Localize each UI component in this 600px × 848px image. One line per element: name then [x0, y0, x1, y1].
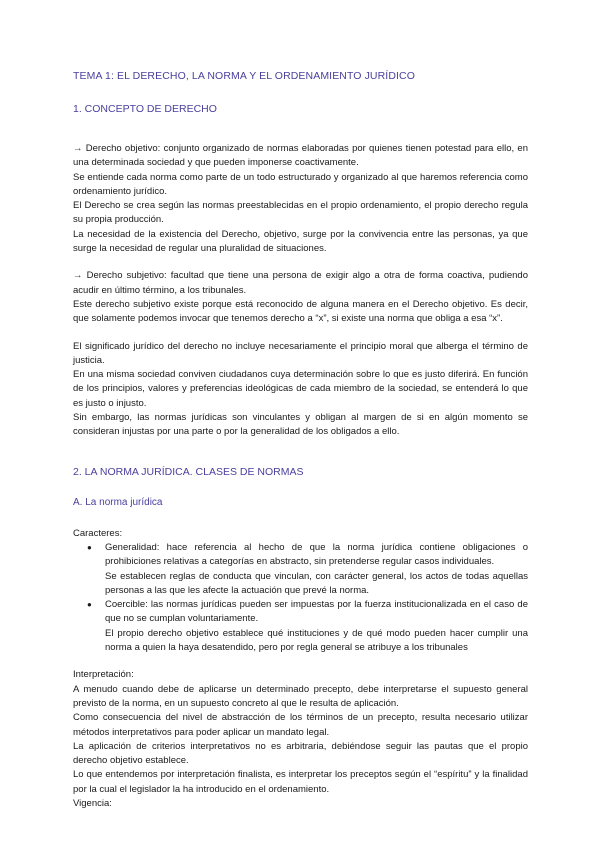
list-item-continuation	[105, 570, 528, 599]
caracteres-list	[73, 541, 528, 655]
bullet-icon: ●	[87, 600, 92, 610]
caracteres-label: Caracteres:	[73, 527, 123, 539]
list-item-text: Generalidad: hace referencia al hecho de que la norma jurídica contiene obligaciones o prohibiciones relativas a categorías en abstracto, sin pretenderse regular casos individuales.	[105, 541, 528, 568]
list-item-continuation	[105, 627, 528, 656]
bullet-icon: ●	[87, 542, 92, 552]
vigencia-label: Vigencia:	[73, 797, 112, 809]
paragraph: Como consecuencia del nivel de abstracción de los términos de un precepto, resulta necesario utilizar métodos interpretativos para poder aplicar un mandato legal.	[73, 712, 528, 738]
document-title: TEMA 1: EL DERECHO, LA NORMA Y EL ORDENAMIENTO JURÍDICO	[73, 70, 415, 82]
list-item	[87, 541, 528, 570]
paragraph: Lo que entendemos por interpretación finalista, es interpretar los preceptos según el “espíritu” y la finalidad por la cual el legislador la ha introducido en el ordenamiento.	[73, 769, 528, 795]
paragraph: → Derecho subjetivo: facultad que tiene una persona de exigir algo a otra de forma coactiva, pudiendo acudir en último término, a los tribunales.	[73, 270, 528, 296]
list-item-text: Se establecen reglas de conducta que vinculan, con carácter general, los actos de todas aquellas personas a las que les afecte la actuación que prevé la norma.	[105, 570, 528, 596]
paragraph: La necesidad de la existencia del Derecho, objetivo, surge por la convivencia entre las personas, ya que surge la necesidad de regular una pluralidad de situaciones.	[73, 228, 528, 255]
paragraph: La aplicación de criterios interpretativos no es arbitraria, debiéndose seguir las pautas que el propio derecho objetivo establece.	[73, 740, 528, 767]
paragraph: A menudo cuando debe de aplicarse un determinado precepto, debe interpretarse el supuesto general previsto de la norma, en un supuesto concreto al que le resulta de aplicación.	[73, 683, 528, 709]
paragraph: Se entiende cada norma como parte de un todo estructurado y organizado al que haremos referencia como ordenamiento jurídico.	[73, 171, 528, 197]
subsection-heading: A. La norma jurídica	[73, 496, 163, 508]
paragraph: El Derecho se crea según las normas preestablecidas en el propio ordenamiento, el propio derecho regula su propia producción.	[73, 200, 528, 226]
paragraph: Sin embargo, las normas jurídicas son vinculantes y obligan al margen de si en algún momento se consideran injustas por una parte o por la generalidad de los obligados a ello.	[73, 412, 528, 438]
list-item-text: El propio derecho objetivo establece qué instituciones y de qué modo pueden hacer cumplir una norma a quien la haya desatendido, pero por regla general se atribuye a los tribunales	[105, 627, 528, 654]
paragraph: El significado jurídico del derecho no incluye necesariamente el principio moral que alberga el término de justicia.	[73, 340, 528, 366]
paragraph: → Derecho objetivo: conjunto organizado de normas elaboradas por quienes tienen potestad para ello, en una determinada sociedad y que pueden imponerse coactivamente.	[73, 143, 528, 169]
list-item-text: Coercible: las normas jurídicas pueden ser impuestas por la fuerza institucionalizada en el caso de que no se cumplan voluntariamente.	[105, 599, 528, 625]
interpretacion-label: Interpretación:	[73, 669, 134, 681]
paragraph: Este derecho subjetivo existe porque está reconocido de alguna manera en el Derecho objetivo. Es decir, que solamente podemos invocar que tenemos derecho a “x”, si existe una norma que obliga a esa “x”.	[73, 298, 528, 325]
section-2-heading: 2. LA NORMA JURÍDICA. CLASES DE NORMAS	[73, 465, 304, 478]
paragraph: En una misma sociedad conviven ciudadanos cuya determinación sobre lo que es justo diferirá. En función de los principios, valores y preferencias ideológicas de cada miembro de la sociedad, se entenderá lo que es justo o injusto.	[73, 369, 528, 409]
list-item	[87, 598, 528, 627]
section-1-heading: 1. CONCEPTO DE DERECHO	[73, 103, 217, 115]
